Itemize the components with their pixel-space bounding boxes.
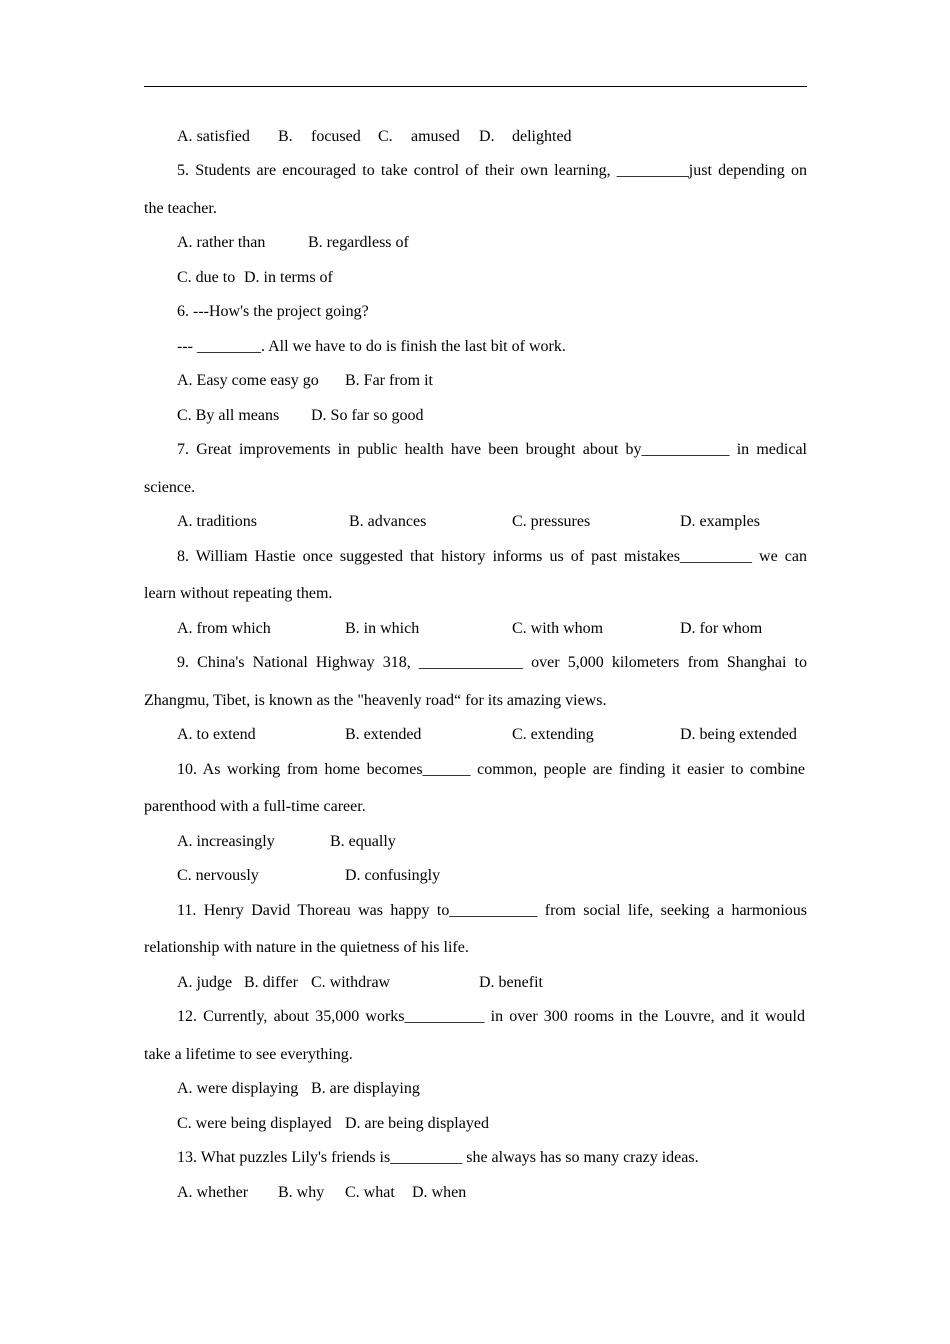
- q6-option-a: A. Easy come easy go: [177, 372, 319, 389]
- q6-option-c: C. By all means: [177, 407, 280, 424]
- q9-option-b: B. extended: [345, 726, 422, 743]
- q10-option-d: D. confusingly: [345, 867, 441, 884]
- q7-stem-line1: 7. Great improvements in public health have been brought about by___________ in medical: [177, 441, 807, 458]
- q10-option-b: B. equally: [330, 833, 396, 850]
- q8-stem-line2: learn without repeating them.: [144, 585, 333, 602]
- q7-option-d: D. examples: [680, 513, 760, 530]
- q4-option-c-text: amused: [411, 128, 460, 145]
- q4-option-d-text: delighted: [512, 128, 572, 145]
- q4-option-b-letter: B.: [278, 128, 293, 145]
- q12-option-d: D. are being displayed: [345, 1115, 489, 1132]
- q9-option-d: D. being extended: [680, 726, 797, 743]
- q7-option-a: A. traditions: [177, 513, 257, 530]
- q9-stem-line2: Zhangmu, Tibet, is known as the "heavenly road“ for its amazing views.: [144, 692, 607, 709]
- q11-option-b: B. differ: [244, 974, 298, 991]
- q13-stem-line1: 13. What puzzles Lily's friends is_________ she always has so many crazy ideas.: [177, 1149, 699, 1166]
- q6-option-b: B. Far from it: [345, 372, 433, 389]
- q8-option-a: A. from which: [177, 620, 271, 637]
- q5-stem-line1: 5. Students are encouraged to take control of their own learning, _________just depending on: [177, 162, 807, 179]
- q4-option-d-letter: D.: [479, 128, 495, 145]
- q9-option-a: A. to extend: [177, 726, 256, 743]
- q11-option-d: D. benefit: [479, 974, 543, 991]
- q8-stem-line1: 8. William Hastie once suggested that history informs us of past mistakes_________ we can: [177, 548, 807, 565]
- q8-option-d: D. for whom: [680, 620, 763, 637]
- q7-stem-line2: science.: [144, 479, 196, 496]
- q5-option-a: A. rather than: [177, 234, 266, 251]
- q5-option-b: B. regardless of: [308, 234, 409, 251]
- q13-option-d: D. when: [412, 1184, 467, 1201]
- q13-option-c: C. what: [345, 1184, 395, 1201]
- q4-option-c-letter: C.: [378, 128, 393, 145]
- q5-option-c: C. due to: [177, 269, 236, 286]
- q11-option-a: A. judge: [177, 974, 233, 991]
- q9-stem-line1: 9. China's National Highway 318, _____________ over 5,000 kilometers from Shanghai to: [177, 654, 807, 671]
- header-rule: [144, 86, 807, 87]
- q12-option-c: C. were being displayed: [177, 1115, 332, 1132]
- q7-option-c: C. pressures: [512, 513, 591, 530]
- q6-stem-line1: 6. ---How's the project going?: [177, 303, 369, 320]
- q9-option-c: C. extending: [512, 726, 594, 743]
- q12-option-a: A. were displaying: [177, 1080, 299, 1097]
- q13-option-a: A. whether: [177, 1184, 249, 1201]
- q12-stem-line1: 12. Currently, about 35,000 works__________ in over 300 rooms in the Louvre, and it would: [177, 1008, 805, 1025]
- q12-stem-line2: take a lifetime to see everything.: [144, 1046, 353, 1063]
- q4-option-b-text: focused: [311, 128, 361, 145]
- q11-option-c: C. withdraw: [311, 974, 391, 991]
- q8-option-b: B. in which: [345, 620, 420, 637]
- q10-stem-line2: parenthood with a full-time career.: [144, 798, 366, 815]
- q6-stem-line2: --- ________. All we have to do is finish the last bit of work.: [177, 338, 566, 355]
- q11-stem-line1: 11. Henry David Thoreau was happy to___________ from social life, seeking a harmonious: [177, 902, 807, 919]
- q10-option-c: C. nervously: [177, 867, 259, 884]
- q4-option-a: A. satisfied: [177, 128, 250, 145]
- q8-option-c: C. with whom: [512, 620, 604, 637]
- q6-option-d: D. So far so good: [311, 407, 424, 424]
- q5-option-d: D. in terms of: [244, 269, 333, 286]
- q12-option-b: B. are displaying: [311, 1080, 420, 1097]
- q10-stem-line1: 10. As working from home becomes______ common, people are finding it easier to combine: [177, 761, 805, 778]
- q13-option-b: B. why: [278, 1184, 325, 1201]
- q5-stem-line2: the teacher.: [144, 200, 217, 217]
- q10-option-a: A. increasingly: [177, 833, 275, 850]
- q11-stem-line2: relationship with nature in the quietness of his life.: [144, 939, 469, 956]
- q7-option-b: B. advances: [349, 513, 427, 530]
